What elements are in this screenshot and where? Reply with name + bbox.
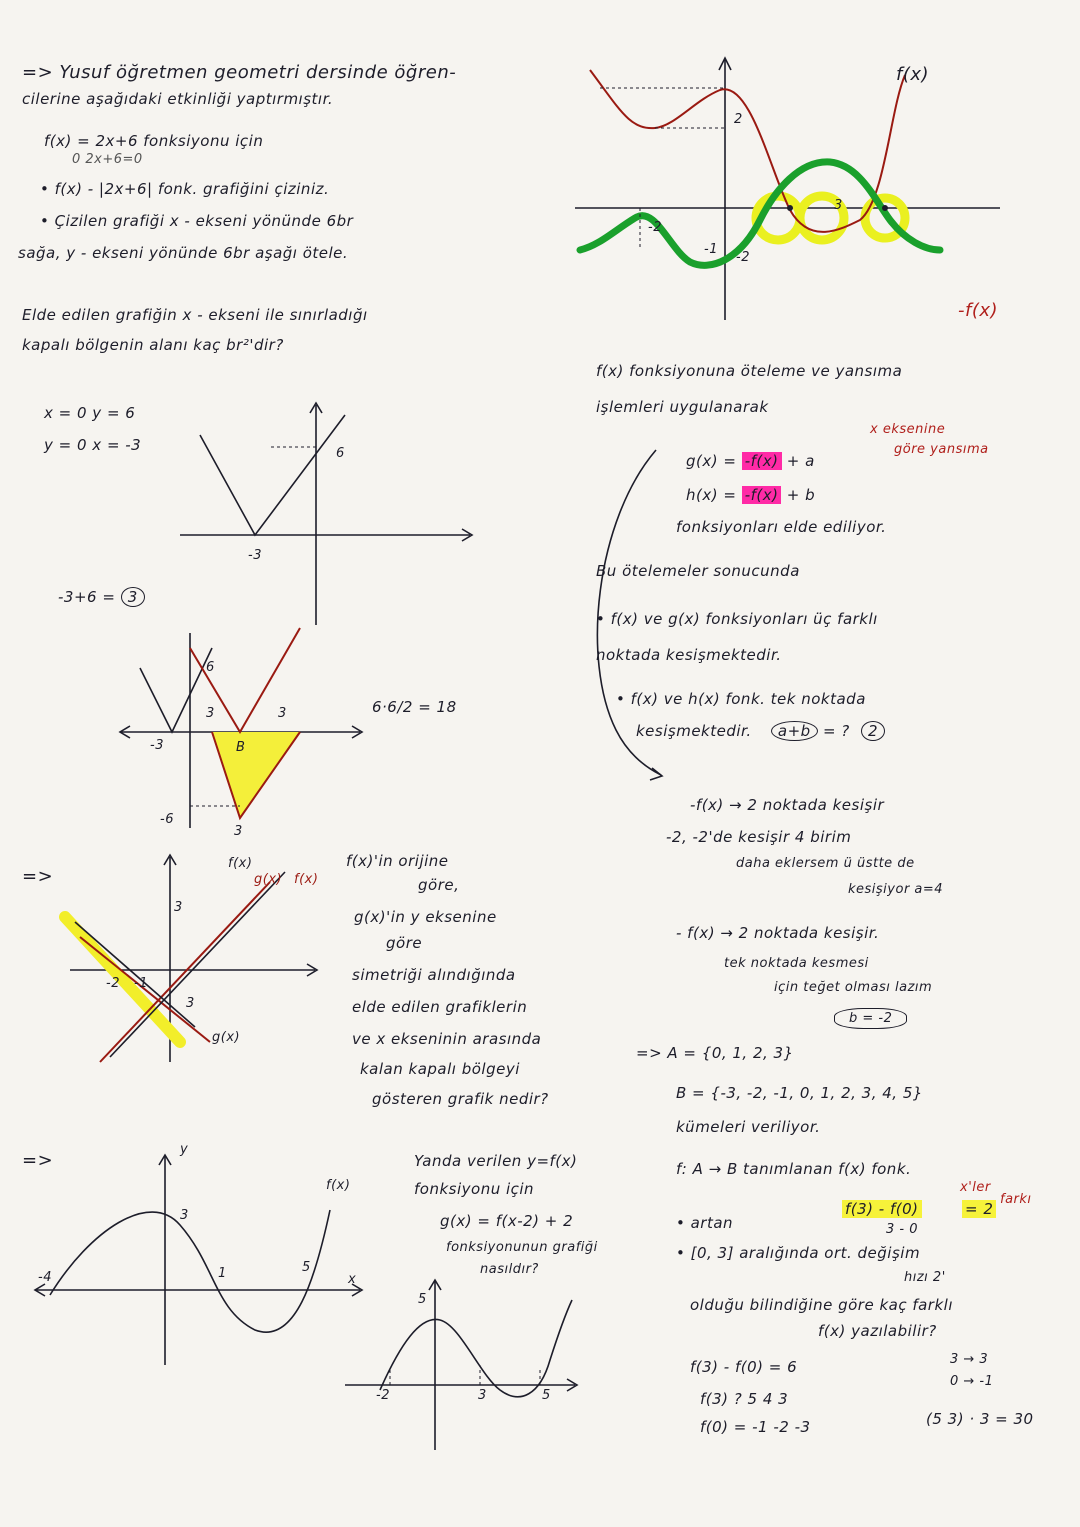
r-s1: -f(x) → 2 noktada kesişir <box>690 796 885 814</box>
g2-label-neg3: -3 <box>150 738 164 753</box>
right-top-graph <box>560 50 1060 330</box>
q1-line2: cilerine aşağıdaki etkinliği yaptırmıştır. <box>22 90 334 108</box>
q3-label-x: x <box>348 1272 357 1287</box>
r-w1: f(3) - f(0) = 6 <box>690 1358 798 1376</box>
r-hx-prefix: h(x) = <box>686 486 742 504</box>
q1-calc <box>58 588 145 606</box>
r-p4: Bu ötelemeler sonucunda <box>596 562 800 580</box>
g2-label-3a: 3 <box>206 706 215 721</box>
r-q-i: f(x) yazılabilir? <box>818 1322 937 1340</box>
q2-text1: f(x)'in orijine <box>346 852 449 870</box>
q3-text2: fonksiyonu için <box>414 1180 535 1198</box>
q2-text4: göre <box>386 934 423 952</box>
r-q-h: olduğu bilindiğine göre kaç farklı <box>690 1296 953 1314</box>
q1-scratch: 0 2x+6=0 <box>72 152 143 167</box>
q2-label-3a: 3 <box>174 900 183 915</box>
q3-text5: nasıldır? <box>480 1262 539 1277</box>
r-bracket-arrow <box>586 440 666 790</box>
q3-text3: g(x) = f(x-2) + 2 <box>440 1212 574 1230</box>
top-graph-label-3: 3 <box>834 198 843 213</box>
q3-ans-label-5b: 5 <box>542 1388 551 1403</box>
r-apb-q: = ? <box>817 722 850 740</box>
q2-label-gx2: g(x) <box>212 1030 241 1045</box>
q1-bullet1: • f(x) - |2x+6| fonk. grafiğini çiziniz. <box>40 180 330 198</box>
r-s2: -2, -2'de kesişir 4 birim <box>666 828 852 846</box>
r-q-e-note: x'ler <box>960 1180 991 1195</box>
r-hx-suffix: + b <box>781 486 816 504</box>
r-s6: tek noktada kesmesi <box>724 956 869 971</box>
q2-label-fx: f(x) <box>228 856 253 871</box>
q2-label-3b: 3 <box>186 996 195 1011</box>
q3-ans-label-3: 3 <box>478 1388 487 1403</box>
r-gx-suffix: + a <box>781 452 815 470</box>
q2-label-gx: g(x) <box>254 872 283 887</box>
g2-label-6: 6 <box>206 660 215 675</box>
q2-text2: göre, <box>418 876 460 894</box>
r-w2: f(3) ? 5 4 3 <box>700 1390 789 1408</box>
g1-label-6: 6 <box>336 446 345 461</box>
q2-label-neg1: -1 <box>134 976 148 991</box>
g2-label-neg6: -6 <box>160 812 174 827</box>
r-q-e-note2: farkı <box>1000 1192 1032 1207</box>
r-hx-line <box>686 486 815 504</box>
top-graph-label-2: 2 <box>734 112 743 127</box>
r-w5: 0 → -1 <box>950 1374 994 1389</box>
r-bullet1a: • f(x) ve g(x) fonksiyonları üç farklı <box>596 610 878 628</box>
r-ann2: göre yansıma <box>894 442 989 457</box>
q3-arrow: => <box>22 1150 54 1171</box>
q2-text8: kalan kapalı bölgeyi <box>360 1060 520 1078</box>
q1-work1: x = 0 y = 6 <box>44 404 136 422</box>
r-bullet1b: noktada kesişmektedir. <box>596 646 782 664</box>
r-s8: b = -2 <box>834 1008 907 1029</box>
r-q-e-frac: f(3) - f(0) <box>842 1200 922 1218</box>
q1-question-a: Elde edilen grafiğin x - ekseni ile sınırladığı <box>22 306 368 324</box>
q3-label-y: y <box>180 1142 189 1157</box>
top-graph-label-neg2b: -2 <box>736 250 750 265</box>
q1-line1: => Yusuf öğretmen geometri dersinde öğren- <box>22 62 457 83</box>
q3-label-fx: f(x) <box>326 1178 351 1193</box>
r-gx-highlight: -f(x) <box>742 452 782 470</box>
r-gx-line <box>686 452 815 470</box>
q1-bullet2: • Çizilen grafiği x - ekseni yönünde 6br <box>40 212 354 230</box>
r-s3: daha eklersem ü üstte de <box>736 856 915 871</box>
r-q-f: • [0, 3] aralığında ort. değişim <box>676 1244 921 1262</box>
r-apb: a+b <box>771 721 818 741</box>
q3-ans-label-5: 5 <box>418 1292 427 1307</box>
r-q-e-bullet: • artan <box>676 1214 734 1232</box>
q1-bullet3: sağa, y - ekseni yönünde 6br aşağı ötele. <box>18 244 349 262</box>
r-q-e-eq: = 2 <box>962 1200 996 1218</box>
g2-label-3b: 3 <box>278 706 287 721</box>
q1-area-answer: 6·6/2 = 18 <box>372 698 457 716</box>
r-p1: f(x) fonksiyonuna öteleme ve yansıma <box>596 362 903 380</box>
r-ann1: x eksenine <box>870 422 946 437</box>
top-graph-label-negfx: -f(x) <box>958 300 999 321</box>
q2-label-fx2: f(x) <box>294 872 319 887</box>
r-s7: için teğet olması lazım <box>774 980 933 995</box>
q3-ans-label-neg2: -2 <box>376 1388 390 1403</box>
q2-text6: elde edilen grafiklerin <box>352 998 528 1016</box>
r-w3: f(0) = -1 -2 -3 <box>700 1418 811 1436</box>
r-p3: fonksiyonları elde ediliyor. <box>676 518 887 536</box>
q1-calc-answer: 3 <box>121 587 145 607</box>
q1-graph1 <box>170 395 490 635</box>
q3-label-1: 1 <box>218 1266 227 1281</box>
r-s4: kesişiyor a=4 <box>848 882 944 897</box>
r-w4: 3 → 3 <box>950 1352 989 1367</box>
top-graph-label-neg1: -1 <box>704 242 718 257</box>
q2-text7: ve x ekseninin arasında <box>352 1030 542 1048</box>
q3-label-neg4: -4 <box>38 1270 52 1285</box>
q2-label-neg2: -2 <box>106 976 120 991</box>
r-q-e-den: 3 - 0 <box>886 1222 918 1237</box>
g2-label-B: B <box>236 740 246 755</box>
q3-label-5: 5 <box>302 1260 311 1275</box>
q1-calc-text: -3+6 = <box>58 588 121 606</box>
q3-answer-graph <box>340 1275 600 1455</box>
q1-work2: y = 0 x = -3 <box>44 436 142 454</box>
q2-text9: gösteren grafik nedir? <box>372 1090 549 1108</box>
q3-text4: fonksiyonunun grafiği <box>446 1240 598 1255</box>
r-apb-answer: 2 <box>861 721 885 741</box>
q3-text1: Yanda verilen y=f(x) <box>414 1152 578 1170</box>
top-graph-label-fx: f(x) <box>896 64 930 85</box>
r-gx-prefix: g(x) = <box>686 452 742 470</box>
r-q-c: kümeleri veriliyor. <box>676 1118 821 1136</box>
r-s5: - f(x) → 2 noktada kesişir. <box>676 924 880 942</box>
r-p2: işlemleri uygulanarak <box>596 398 769 416</box>
r-w6: (5 3) · 3 = 30 <box>926 1410 1034 1428</box>
q2-text5: simetriği alındığında <box>352 966 516 984</box>
q3-label-3: 3 <box>180 1208 189 1223</box>
q2-arrow: => <box>22 866 54 887</box>
q2-graph <box>70 852 330 1072</box>
q2-text3: g(x)'in y eksenine <box>354 908 497 926</box>
r-bullet2a: • f(x) ve h(x) fonk. tek noktada <box>616 690 866 708</box>
r-q-b: B = {-3, -2, -1, 0, 1, 2, 3, 4, 5} <box>676 1084 923 1102</box>
r-hx-highlight: -f(x) <box>742 486 782 504</box>
g2-label-3c: 3 <box>234 824 243 839</box>
r-bullet2b <box>636 722 885 740</box>
q1-fx: f(x) = 2x+6 fonksiyonu için <box>44 132 264 150</box>
q1-question-b: kapalı bölgenin alanı kaç br²'dir? <box>22 336 284 354</box>
top-graph-label-neg2: -2 <box>648 220 662 235</box>
r-q-g: hızı 2' <box>904 1270 946 1285</box>
r-q-a: => A = {0, 1, 2, 3} <box>636 1044 794 1062</box>
q3-graph <box>30 1150 370 1370</box>
r-bullet2b-text: kesişmektedir. <box>636 722 752 740</box>
g1-label-neg3: -3 <box>248 548 262 563</box>
r-q-d: f: A → B tanımlanan f(x) fonk. <box>676 1160 912 1178</box>
